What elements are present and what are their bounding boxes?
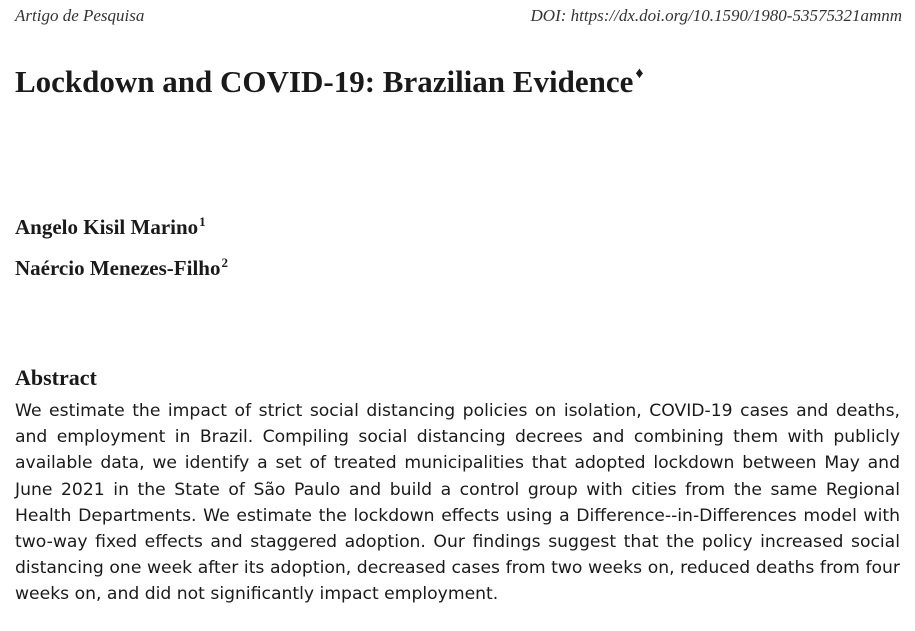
section-label: Artigo de Pesquisa [15,6,145,25]
author-1 [15,204,228,245]
paper-title [15,64,644,100]
doi-link[interactable]: DOI: https://dx.doi.org/10.1590/1980-53575321amnm [530,6,902,25]
affiliation-mark[interactable]: 1 [199,214,206,229]
author-list [15,204,228,286]
author-2 [15,245,228,286]
title-footnote-mark[interactable]: ♦ [635,65,644,82]
abstract-body: We estimate the impact of strict social distancing policies on isolation, COVID-19 cases and deaths, and employment in Brazil. Compiling social distancing decrees and combining them with publicly available data, we identify a set of treated municipalities that adopted lockdown between May and June 2021 in the State of São Paulo and build a control group with cities from the same Regional Health Departments. We estimate the lockdown effects using a Difference--in-Differences model with two-way fixed effects and staggered adoption. Our findings suggest that the policy increased social distancing one week after its adoption, decreased cases from two weeks on, reduced deaths from four weeks on, and did not significantly impact employment. [15,401,900,605]
affiliation-mark[interactable]: 2 [221,255,228,270]
abstract-heading: Abstract [15,365,97,390]
author-name: Angelo Kisil Marino [15,215,199,239]
author-name: Naércio Menezes-Filho [15,256,221,280]
title-text: Lockdown and COVID-19: Brazilian Evidence [15,64,634,99]
